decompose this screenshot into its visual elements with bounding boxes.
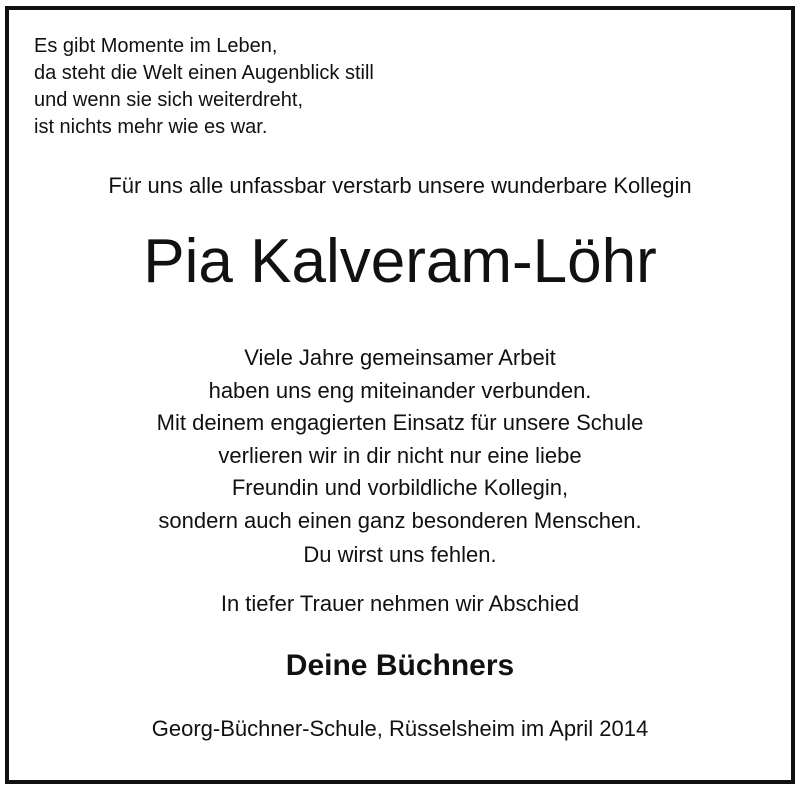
poem-line: ist nichts mehr wie es war. — [34, 116, 268, 138]
poem-line: Es gibt Momente im Leben, — [34, 35, 278, 57]
tribute-line: sondern auch einen ganz besonderen Menschen. — [158, 507, 642, 533]
farewell-text: Du wirst uns fehlen. — [303, 542, 497, 567]
poem-line: da steht die Welt einen Augenblick still — [34, 62, 374, 84]
tribute-line: Freundin und vorbildliche Kollegin, — [231, 475, 569, 501]
tribute-text — [0, 342, 800, 538]
poem-line: und wenn sie sich weiterdreht, — [34, 89, 304, 111]
tribute-line: haben uns eng miteinander verbunden. — [208, 377, 592, 403]
tribute-line: Mit deinem engagierten Einsatz für unsere Schule — [156, 410, 644, 436]
intro-text: Für uns alle unfassbar verstarb unsere wunderbare Kollegin — [108, 173, 692, 198]
tribute-line: verlieren wir in dir nicht nur eine liebe — [218, 442, 582, 468]
place-date: Georg-Büchner-Schule, Rüsselsheim im April 2014 — [151, 716, 649, 741]
tribute-line: Viele Jahre gemeinsamer Arbeit — [244, 345, 556, 370]
mourning-text: In tiefer Trauer nehmen wir Abschied — [220, 591, 580, 616]
poem — [34, 33, 374, 141]
sender-name: Deine Büchners — [285, 649, 515, 682]
deceased-name: Pia Kalveram-Löhr — [143, 227, 657, 296]
